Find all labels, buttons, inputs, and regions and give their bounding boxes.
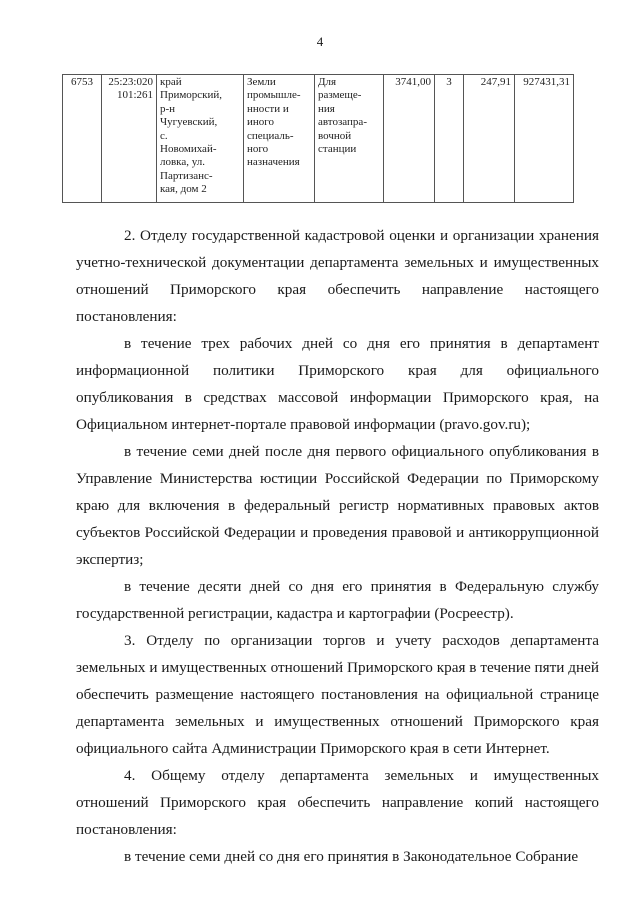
cadastral-value-table: [62, 74, 574, 203]
address-cell: край Приморский, р-н Чугуевский, с. Новомихай- ловка, ул. Партизанс- кая, дом 2: [157, 75, 244, 203]
paragraph-3: 3. Отделу по организации торгов и учету расходов департамента земельных и имущественных отношений Приморского края в течение пяти дней обеспечить размещение настоящего постановления на официальной странице департамента земельных и имущественных отношений Приморского края официального сайта Администрации Приморского края в сети Интернет.: [76, 632, 599, 757]
paragraph-2-item-1: в течение трех рабочих дней со дня его принятия в департамент информационной политики Приморского края для официального опубликования в средствах массовой информации Приморского края, на Официальном интернет-портале правовой информации (pravo.gov.ru);: [76, 335, 599, 433]
land-category-cell: Земли промышле- нности и иного специаль- ного назначения: [244, 75, 315, 203]
paragraph-4-item-1: в течение семи дней со дня его принятия в Законодательное Собрание: [124, 848, 579, 865]
row-number-cell: 6753: [63, 75, 102, 203]
cadastral-number-cell: 25:23:020 101:261: [102, 75, 157, 203]
paragraph-4: 4. Общему отделу департамента земельных и имущественных отношений Приморского края обеспечить направление копий настоящего постановления:: [76, 767, 599, 838]
paragraph-2-item-3: в течение десяти дней со дня его принятия в Федеральную службу государственной регистрации, кадастра и картографии (Росреестр).: [76, 578, 599, 622]
cadastral-value-cell: 927431,31: [515, 75, 574, 203]
table-row: [63, 75, 574, 203]
paragraph-2-item-2: в течение семи дней после дня первого официального опубликования в Управление Министерства юстиции Российской Федерации по Приморскому краю для включения в федеральный регистр нормативных правовых актов субъектов Российской Федерации и проведения правовой и антикоррупционной экспертиз;: [76, 443, 599, 568]
permitted-use-cell: Для размеще- ния автозапра- вочной станции: [315, 75, 384, 203]
specific-value-cell: 247,91: [464, 75, 515, 203]
paragraph-2: 2. Отделу государственной кадастровой оценки и организации хранения учетно-технической документации департамента земельных и имущественных отношений Приморского края обеспечить направление настоящего постановления:: [76, 227, 599, 325]
page-number: 4: [316, 34, 324, 49]
area-cell: 3741,00: [384, 75, 435, 203]
segment-number-cell: 3: [435, 75, 464, 203]
